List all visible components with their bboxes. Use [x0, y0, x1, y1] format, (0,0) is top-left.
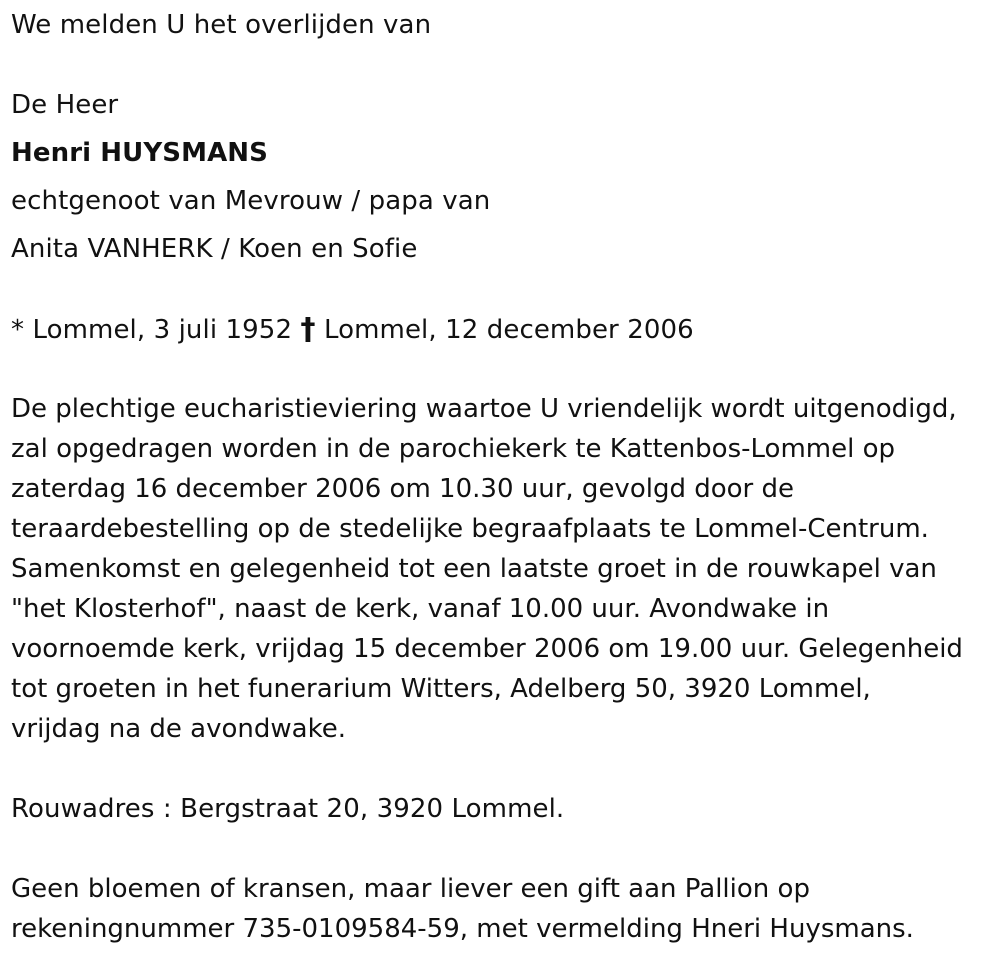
paragraph-line: zaterdag 16 december 2006 om 10.30 uur, gevolgd door de: [11, 474, 794, 504]
paragraph-line: Geen bloemen of kransen, maar liever een gift aan Pallion op: [11, 874, 810, 904]
salutation: De Heer: [11, 90, 119, 120]
relation-line-2: Anita VANHERK / Koen en Sofie: [11, 234, 418, 264]
cross-icon: †: [300, 312, 316, 347]
deceased-name: Henri HUYSMANS: [11, 138, 268, 168]
mourning-address: Rouwadres : Bergstraat 20, 3920 Lommel.: [11, 794, 565, 824]
paragraph-line: Samenkomst en gelegenheid tot een laatste groet in de rouwkapel van: [11, 554, 937, 584]
relation-line-1: echtgenoot van Mevrouw / papa van: [11, 186, 491, 216]
paragraph-line: vrijdag na de avondwake.: [11, 714, 346, 744]
paragraph-line: De plechtige eucharistieviering waartoe U vriendelijk wordt uitgenodigd,: [11, 394, 957, 424]
paragraph-line: voornoemde kerk, vrijdag 15 december 2006 om 19.00 uur. Gelegenheid: [11, 634, 963, 664]
birth-date: * Lommel, 3 juli 1952: [11, 315, 293, 345]
donation-paragraph: [11, 869, 996, 949]
paragraph-line: tot groeten in het funerarium Witters, Adelberg 50, 3920 Lommel,: [11, 674, 871, 704]
ceremony-paragraph: [11, 389, 996, 749]
paragraph-line: teraardebestelling op de stedelijke begraafplaats te Lommel-Centrum.: [11, 514, 929, 544]
intro-text: We melden U het overlijden van: [11, 10, 432, 40]
death-date: Lommel, 12 december 2006: [323, 315, 694, 345]
paragraph-line: rekeningnummer 735-0109584-59, met vermelding Hneri Huysmans.: [11, 914, 914, 944]
life-dates: [11, 309, 694, 349]
paragraph-line: "het Klosterhof", naast de kerk, vanaf 10.00 uur. Avondwake in: [11, 594, 830, 624]
paragraph-line: zal opgedragen worden in de parochiekerk te Kattenbos-Lommel op: [11, 434, 895, 464]
